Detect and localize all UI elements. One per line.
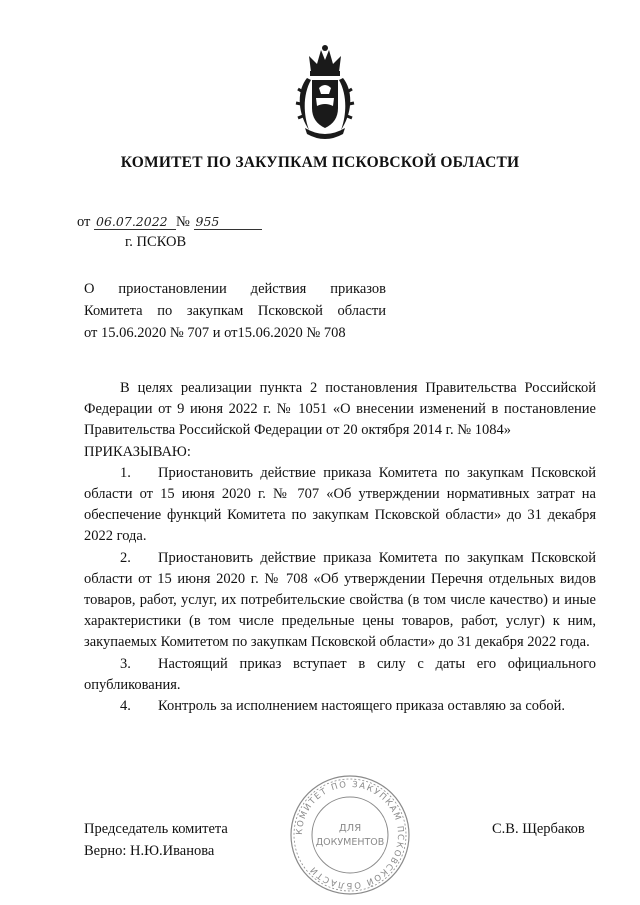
item-number: 4. bbox=[120, 698, 131, 715]
preamble-paragraph: В целях реализации пункта 2 постановления Правительства Российской Федерации от 9 июня 2022 г. № 1051 «О внесении изменений в постановление Правительства Российской Федерации от 20 октября 2014 г. № 1084» bbox=[84, 380, 596, 439]
order-number-label: № bbox=[176, 214, 190, 230]
item-text: Приостановить действие приказа Комитета по закупкам Псковской области от 15 июня 2020 г. № 708 «Об утверждении Перечня отдельных видов товаров, работ, услуг, их потребительские свойства (в том числе качество) и иные характеристики (в том числе предельные цены товаров, работ, услуг) к ним, закупаемых Комитетом по закупкам Псковской области» до 31 декабря 2022 года. bbox=[84, 549, 596, 651]
order-date-handwritten: 06.07.2022 bbox=[94, 214, 176, 230]
signer-name: С.В. Щербаков bbox=[492, 821, 585, 837]
stamp-center-line-2: ДОКУМЕНТОВ bbox=[315, 837, 385, 848]
copy-verified: Верно: Н.Ю.Иванова bbox=[84, 843, 215, 859]
order-item-2 bbox=[84, 548, 596, 654]
order-number-handwritten: 955 bbox=[194, 214, 262, 230]
subject-line-1: О приостановлении действия приказов bbox=[84, 281, 386, 297]
order-item-4 bbox=[84, 696, 596, 717]
item-text: Контроль за исполнением настоящего приказа оставляю за собой. bbox=[158, 698, 566, 715]
city-line: г. ПСКОВ bbox=[125, 234, 187, 250]
order-subject bbox=[84, 278, 386, 344]
item-number: 3. bbox=[120, 655, 131, 672]
order-body bbox=[84, 378, 596, 717]
subject-line-2: Комитета по закупкам Псковской области bbox=[84, 303, 386, 319]
item-number: 1. bbox=[120, 464, 131, 481]
svg-text:КОМИТЕТ ПО ЗАКУПКАМ ПСКОВСКОЙ bbox=[295, 780, 405, 890]
order-word: ПРИКАЗЫВАЮ: bbox=[84, 443, 191, 460]
item-text: Приостановить действие приказа Комитета по закупкам Псковской области от 15 июня 2020 г. № 707 «Об утверждении нормативных затрат на обеспечение функций Комитета по закупкам Псковской области» до 31 декабря 2022 года. bbox=[84, 464, 596, 545]
item-text: Настоящий приказ вступает в силу с даты его официального опубликования. bbox=[84, 655, 596, 693]
order-date-number-line bbox=[77, 214, 262, 231]
order-item-3 bbox=[84, 654, 596, 696]
chair-title: Председатель комитета bbox=[84, 821, 228, 837]
committee-title: КОМИТЕТ ПО ЗАКУПКАМ ПСКОВСКОЙ ОБЛАСТИ bbox=[120, 154, 520, 171]
order-item-1 bbox=[84, 463, 596, 548]
stamp-ring-text: КОМИТЕТ ПО ЗАКУПКАМ ПСКОВСКОЙ ОБЛАСТИ bbox=[294, 779, 406, 891]
coat-of-arms-icon bbox=[295, 42, 355, 142]
subject-line-3: от 15.06.2020 № 707 и от15.06.2020 № 708 bbox=[84, 325, 346, 341]
item-number: 2. bbox=[120, 549, 131, 566]
stamp-center-line-1: ДЛЯ bbox=[338, 823, 362, 834]
round-seal-stamp bbox=[288, 773, 412, 897]
order-from-label: от bbox=[77, 214, 91, 230]
